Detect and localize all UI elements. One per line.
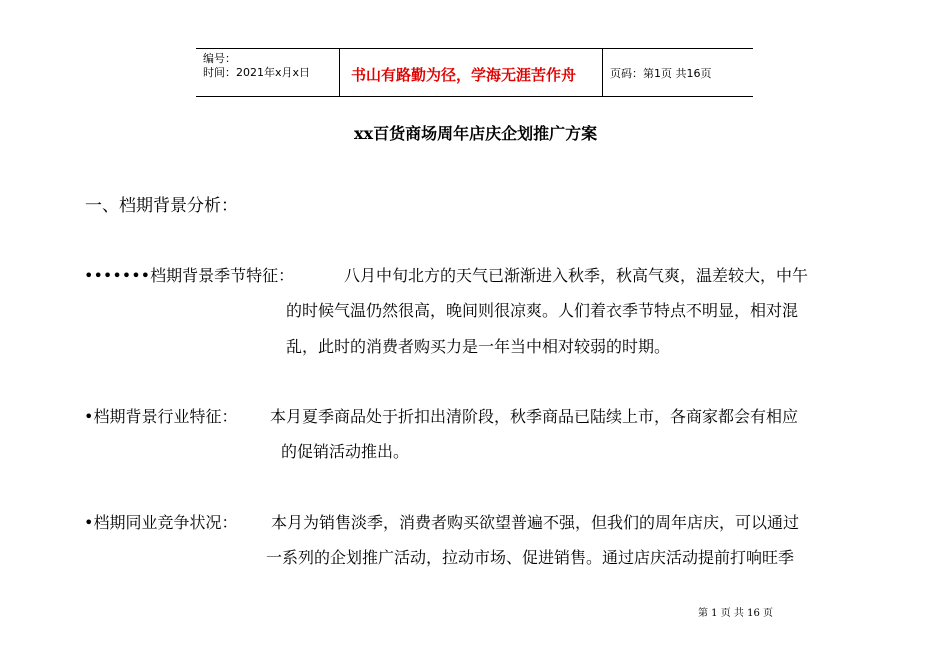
header-time-label: 时间：2021年x月x日	[203, 66, 311, 79]
item-season-line-1: 八月中旬北方的天气已渐渐进入秋季，秋高气爽，温差较大，中午	[344, 266, 809, 285]
item-season-label: •••••••档期背景季节特征：	[84, 266, 295, 285]
item-industry-line-2: 的促销活动推出。	[281, 442, 410, 461]
header-page-info: 页码：第1页 共16页	[610, 67, 712, 80]
page-footer: 第 1 页 共 16 页	[698, 608, 773, 619]
item-industry-line-1: 本月夏季商品处于折扣出清阶段，秋季商品已陆续上市，各商家都会有相应	[270, 407, 799, 426]
item-competition-label: •档期同业竞争状况：	[84, 513, 238, 532]
item-season-line-2: 的时候气温仍然很高，晚间则很凉爽。人们着衣季节特点不明显，相对混	[286, 301, 799, 320]
item-competition-line-1: 本月为销售淡季，消费者购买欲望普遍不强，但我们的周年店庆，可以通过	[271, 513, 800, 532]
header-serial-label: 编号：	[203, 52, 236, 65]
document-title: xx百货商场周年店庆企划推广方案	[354, 124, 598, 143]
header-bottom-rule	[196, 96, 753, 97]
header-motto: 书山有路勤为径，学海无涯苦作舟	[351, 66, 577, 84]
item-season-line-3: 乱，此时的消费者购买力是一年当中相对较弱的时期。	[286, 337, 671, 356]
header-divider-left	[339, 48, 340, 96]
header-divider-right	[602, 48, 603, 96]
section-heading: 一、档期背景分析：	[85, 196, 238, 216]
item-industry-label: •档期背景行业特征：	[84, 407, 238, 426]
header-top-rule	[196, 48, 753, 49]
item-competition-line-2: 一系列的企划推广活动，拉动市场、促进销售。通过店庆活动提前打响旺季	[266, 548, 795, 567]
